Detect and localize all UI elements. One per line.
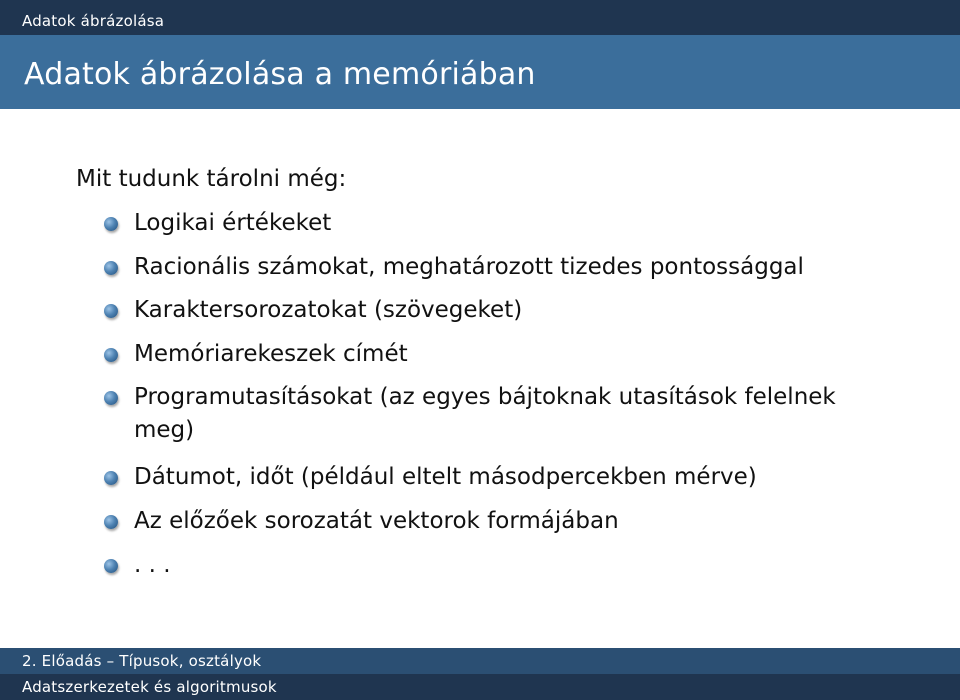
list-item-text: Logikai értékeket bbox=[134, 210, 332, 236]
list-item-text: Dátumot, időt (például eltelt másodpercekben mérve) bbox=[134, 464, 757, 490]
top-stripe bbox=[0, 0, 960, 8]
bullet-icon bbox=[104, 304, 118, 318]
bullet-icon bbox=[104, 559, 118, 573]
slide-content bbox=[0, 109, 960, 648]
intro-text: Mit tudunk tárolni még: bbox=[76, 166, 347, 192]
slide-title: Adatok ábrázolása a memóriában bbox=[24, 57, 536, 92]
bullet-icon bbox=[104, 348, 118, 362]
list-item-text: Racionális számokat, meghatározott tizedes pontossággal bbox=[134, 254, 804, 280]
slide-title-bar bbox=[0, 35, 960, 109]
section-title: Adatok ábrázolása bbox=[22, 12, 165, 30]
footer-course: Adatszerkezetek és algoritmusok bbox=[22, 678, 277, 696]
bullet-icon bbox=[104, 261, 118, 275]
bullet-icon bbox=[104, 217, 118, 231]
bullet-icon bbox=[104, 471, 118, 485]
footer-lecture: 2. Előadás – Típusok, osztályok bbox=[22, 652, 262, 670]
list-item-text: Az előzőek sorozatát vektorok formájában bbox=[134, 508, 619, 534]
section-header-bar bbox=[0, 8, 960, 35]
bullet-icon bbox=[104, 391, 118, 405]
list-item-text: Karaktersorozatokat (szövegeket) bbox=[134, 297, 523, 323]
list-item-text: . . . bbox=[134, 552, 171, 578]
footer-course-bar bbox=[0, 674, 960, 700]
bullet-icon bbox=[104, 515, 118, 529]
list-item-text: Programutasításokat (az egyes bájtoknak utasítások felelnek meg) bbox=[134, 384, 836, 443]
footer-lecture-bar bbox=[0, 648, 960, 674]
list-item-text: Memóriarekeszek címét bbox=[134, 341, 408, 367]
